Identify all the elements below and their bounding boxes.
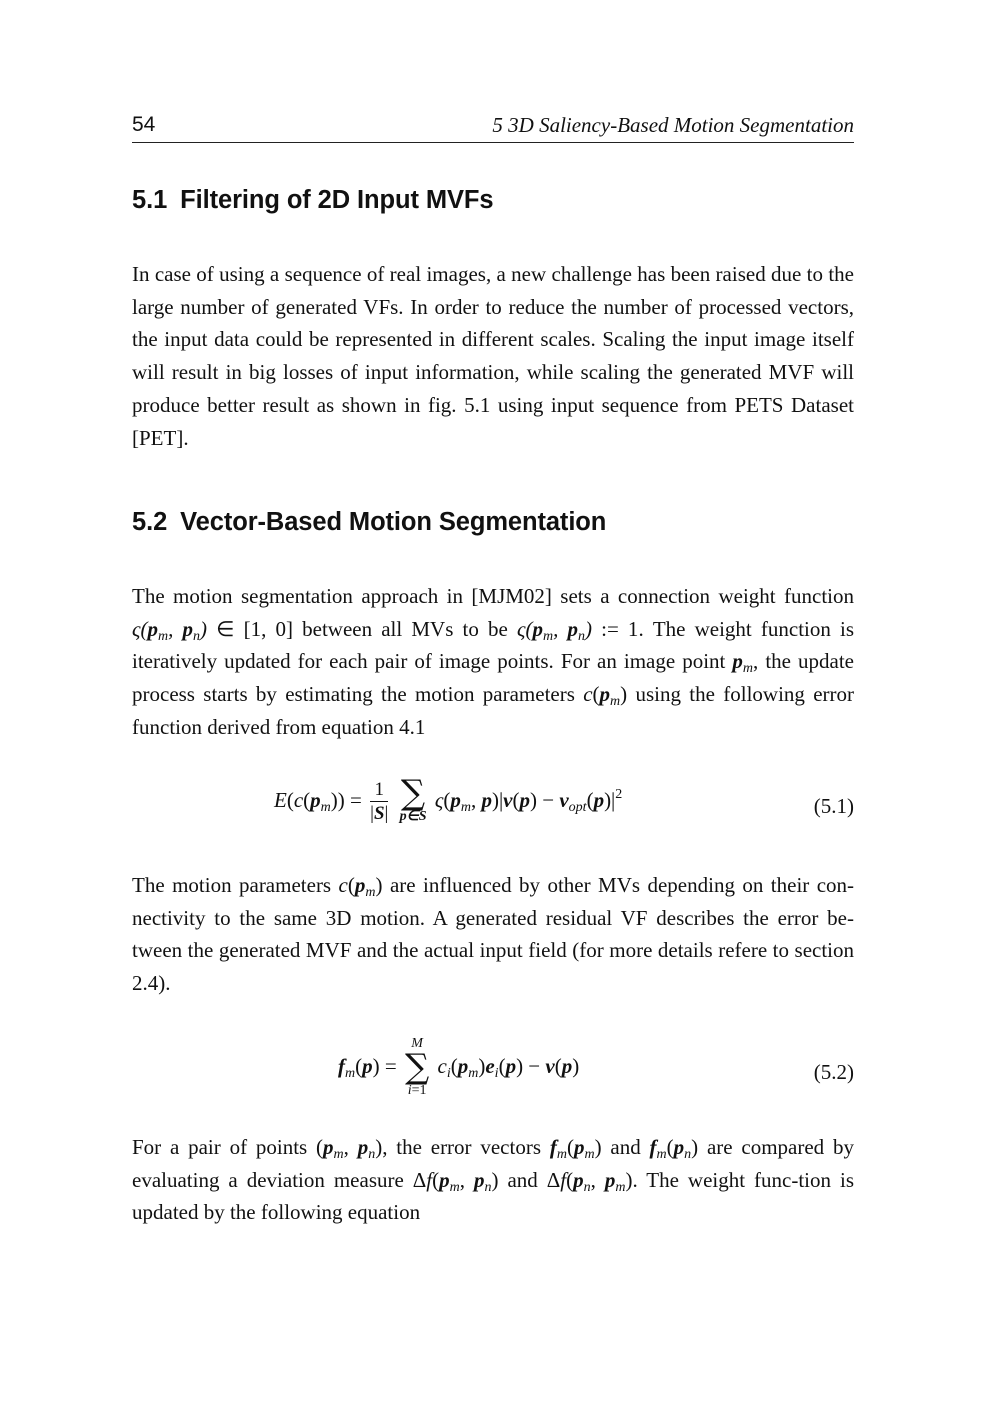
text-run: and: [507, 1167, 538, 1192]
math-inline: c: [583, 682, 593, 707]
math-inline: ∈ [1, 0]: [216, 616, 293, 641]
math-inline: $\Delta f(p_n$, $p_m$): [546, 1167, 633, 1195]
page-number: 54: [132, 113, 156, 136]
math-inline: $f_m(p_m)$: [549, 1135, 602, 1162]
math-inline: $p_m$: [732, 649, 754, 677]
text-run: . The weight function is iteratively updated for each pair of image points. For an image point: [132, 616, 855, 674]
math-inline: $(p_m)$: [347, 873, 383, 900]
summation: ∑ p∈S: [399, 773, 427, 824]
text-run: For a pair of points: [132, 1135, 308, 1159]
text-run: are influenced by other MVs depending on their con-nectivity to the same 3D motion. A generated residual VF describes the error be-tween the generated MVF and the actual input field (for more details refere to section 2.4).: [132, 873, 855, 996]
math-inline: := 1: [601, 616, 639, 641]
paragraph-segmentation-intro: [132, 580, 854, 744]
text-run: using the following error function derived from equation 4.1: [132, 682, 855, 739]
section-heading-5-2: [132, 508, 606, 537]
fraction: $\frac{1}{|S|}$: [370, 778, 389, 824]
section-title: Vector-Based Motion Segmentation: [180, 508, 607, 536]
section-title: Filtering of 2D Input MVFs: [180, 186, 494, 214]
equation-5-1: [132, 773, 854, 844]
math-inline: ($p_m$, $p_n$): [316, 1135, 383, 1162]
text-run: are compared by evaluating a deviation measure: [132, 1135, 854, 1192]
chapter-title: 5 3D Saliency-Based Motion Segmentation: [492, 113, 854, 137]
math-inline: $\varsigma(p_m$, $p_n$): [516, 616, 592, 644]
math-inline: $(p_m)$: [592, 682, 628, 710]
equation-number: (5.2): [813, 1060, 854, 1084]
equation-5-2: [132, 1036, 854, 1108]
section-number: 5.2: [132, 508, 168, 536]
equation-body: $E(c(p_m))$ = $\frac{1}{|S|}$ ∑ p∈S $\varsigma(p_m$, $p)|v(p) - v_{opt}(p)|^2$: [274, 773, 623, 824]
paper-page: [132, 0, 854, 1419]
paragraph-filtering: In case of using a sequence of real images, a new challenge has been raised due to the large number of generated VFs. In order to reduce the number of processed vectors, the input data could be represented in different scales. Scaling the input image itself will result in big losses of input information, while scaling the generated MVF will produce better result as shown in fig. 5.1 using input sequence from PETS Dataset [PET].: [132, 262, 854, 450]
text-run: , the update process starts by estimating the motion parameters: [132, 649, 854, 707]
text-run: between all MVs to be: [302, 616, 508, 641]
equation-body: $f_m(p)$ = M ∑ i=1 $c_i(p_m)e_i(p) - v(p)$: [338, 1036, 580, 1098]
math-inline: c: [338, 873, 348, 897]
text-run: , the error vectors: [382, 1135, 541, 1159]
math-inline: $f_m(p_n)$: [649, 1135, 699, 1162]
math-inline: $\Delta f(p_m$, $p_n$): [412, 1167, 499, 1195]
equation-number: (5.1): [813, 794, 854, 818]
paragraph-error-vectors: [132, 1131, 854, 1229]
section-number: 5.1: [132, 186, 168, 214]
summation: M ∑ i=1: [404, 1036, 430, 1098]
text-run: The motion segmentation approach in [MJM02] sets a connection weight function: [132, 584, 854, 608]
section-heading-5-1: [132, 186, 493, 215]
text-run: The motion parameters: [132, 873, 332, 897]
math-inline: $\varsigma(p_m$, $p_n$): [132, 616, 208, 644]
paragraph-motion-parameters: [132, 869, 854, 1000]
running-head: [132, 108, 854, 143]
text-run: . The weight func-tion is updated by the following equation: [132, 1167, 854, 1225]
text-run: and: [610, 1135, 641, 1159]
